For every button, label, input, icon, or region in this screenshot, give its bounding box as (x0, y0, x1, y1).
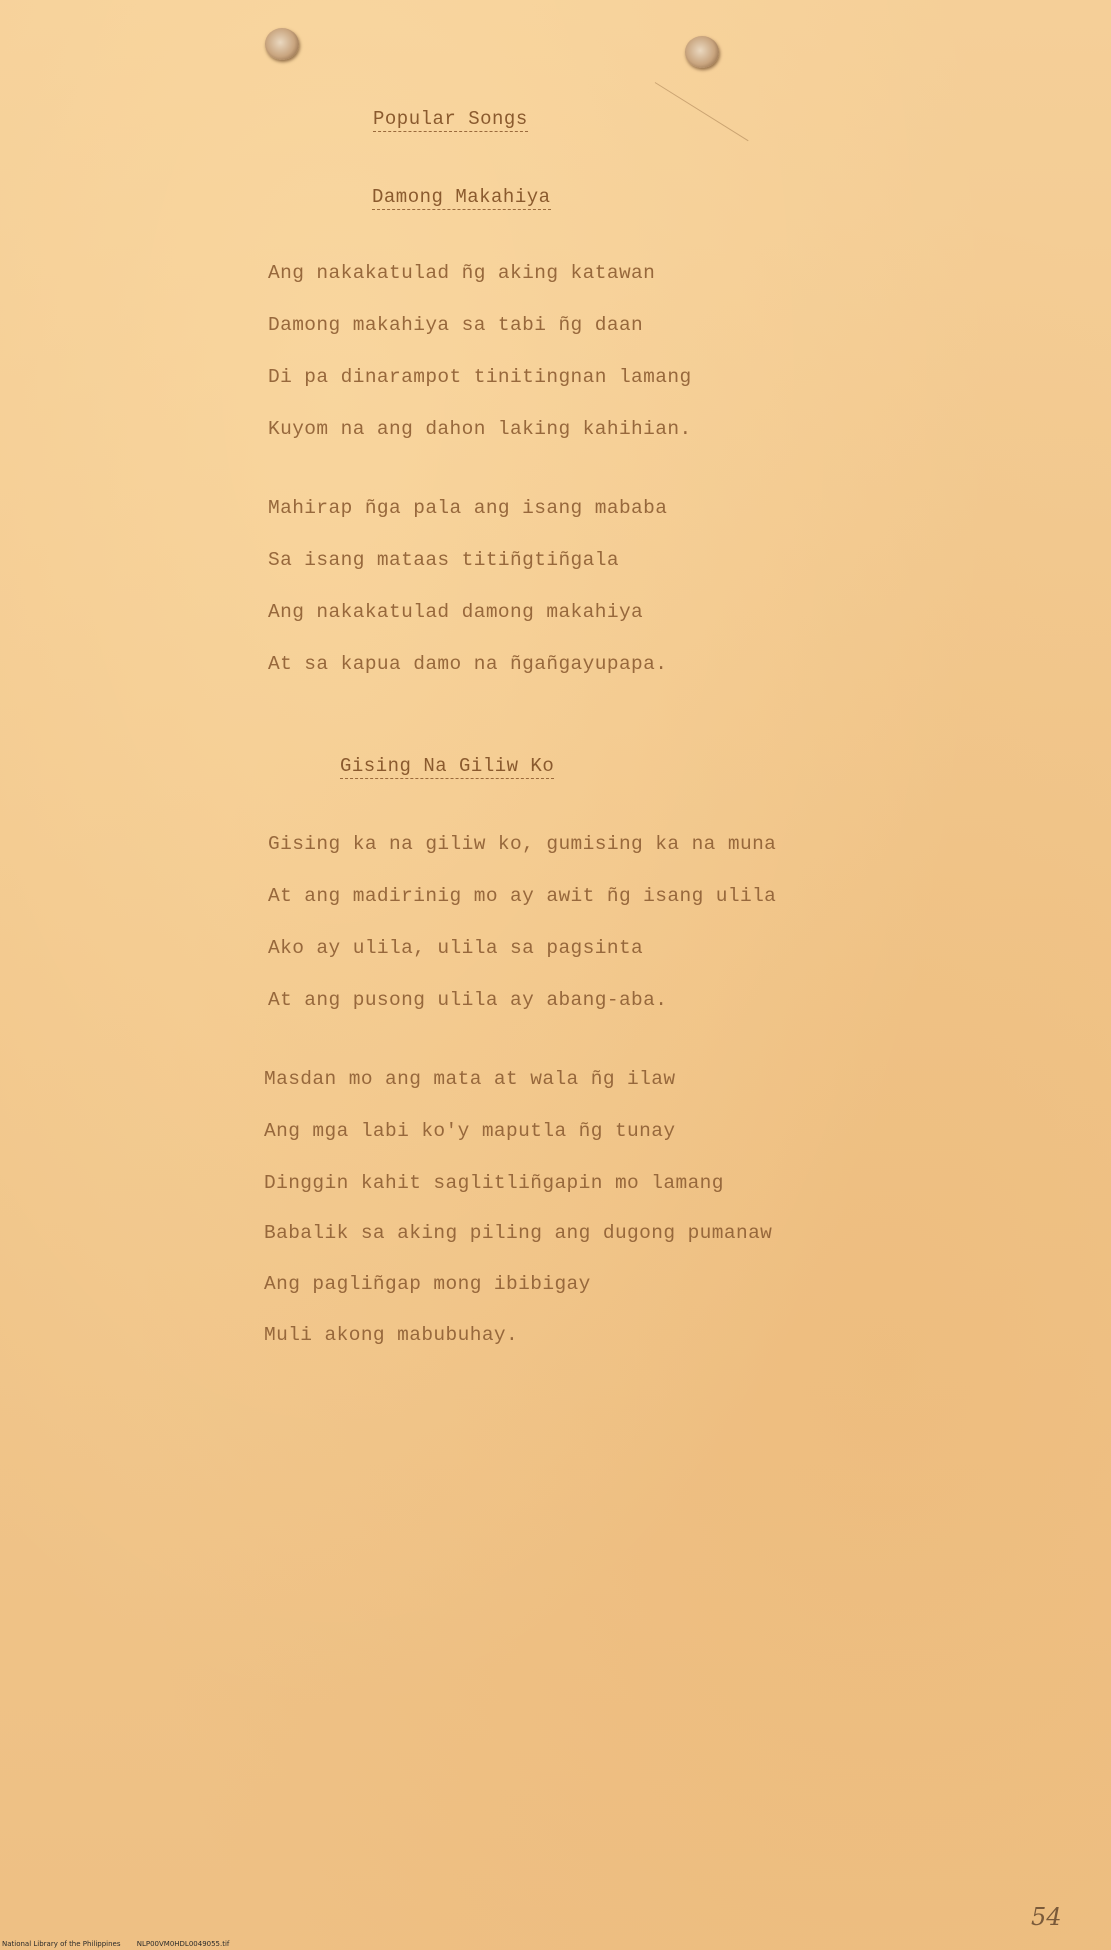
lyric-line: Ang nakakatulad ñg aking katawan (268, 262, 656, 284)
lyric-line: Masdan mo ang mata at wala ñg ilaw (264, 1068, 676, 1090)
lyric-line: Mahirap ñga pala ang isang mababa (268, 497, 668, 519)
file-id: NLP00VM0HDL0049055.tif (136, 1940, 230, 1948)
lyric-line: Ang nakakatulad damong makahiya (268, 601, 644, 623)
lyric-line: At sa kapua damo na ñgañgayupapa. (268, 653, 668, 675)
library-name: National Library of the Philippines (2, 1940, 121, 1948)
song-title-gising-na-giliw-ko: Gising Na Giliw Ko (340, 755, 555, 777)
lyric-line: At ang pusong ulila ay abang-aba. (268, 989, 668, 1011)
paper-crease (655, 82, 749, 141)
lyric-line: Babalik sa aking piling ang dugong pumanaw (264, 1222, 773, 1244)
archive-footer (2, 1940, 243, 1948)
lyric-line: Di pa dinarampot tinitingnan lamang (268, 366, 692, 388)
lyric-line: Dinggin kahit saglitliñgapin mo lamang (264, 1172, 724, 1194)
lyric-line: Ang mga labi ko'y maputla ñg tunay (264, 1120, 676, 1142)
lyric-line: Gising ka na giliw ko, gumising ka na muna (268, 833, 777, 855)
song-title-damong-makahiya: Damong Makahiya (372, 186, 551, 208)
lyric-line: Muli akong mabubuhay. (264, 1324, 519, 1346)
lyric-line: Kuyom na ang dahon laking kahihian. (268, 418, 692, 440)
punch-hole-left (265, 28, 299, 60)
punch-hole-right (685, 36, 719, 68)
lyric-line: Sa isang mataas titiñgtiñgala (268, 549, 619, 571)
lyric-line: Damong makahiya sa tabi ñg daan (268, 314, 644, 336)
lyric-line: Ako ay ulila, ulila sa pagsinta (268, 937, 644, 959)
handwritten-page-number: 54 (1031, 1903, 1062, 1931)
lyric-line: Ang pagliñgap mong ibibigay (264, 1273, 591, 1295)
section-title: Popular Songs (373, 108, 528, 130)
lyric-line: At ang madirinig mo ay awit ñg isang ulila (268, 885, 777, 907)
